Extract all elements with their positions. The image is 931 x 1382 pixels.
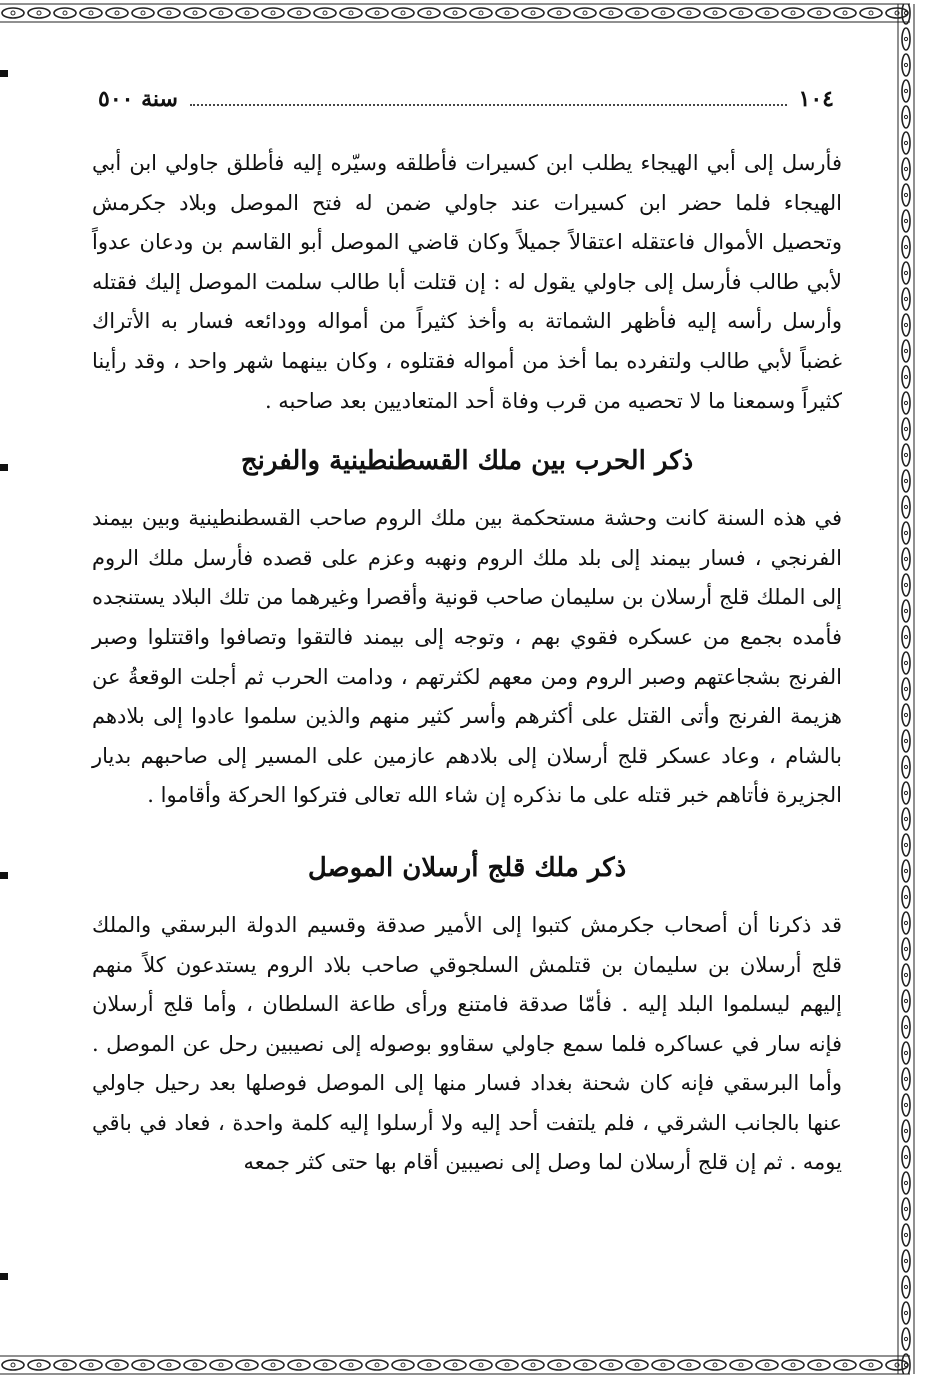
year-label: سنة ٥٠٠ — [98, 86, 178, 112]
binding-mark — [0, 872, 8, 879]
header-dotted-leader — [190, 92, 787, 106]
decorative-chain-border-bottom — [0, 1352, 931, 1378]
section-paragraph-qilij-arslan-mosul: قد ذكرنا أن أصحاب جكرمش كتبوا إلى الأمير صدقة وقسيم الدولة البرسقي والملك قلج أرسلان بن سليمان بن قتلمش السلجوقي صاحب بلاد الروم يستدعون كلاً منهم إليهم ليسلموا البلد إليه . فأمّا صدقة فامتنع ورأى طاعة السلطان ، وأما قلج أرسلان فإنه سار في عساكره فلما سمع جاولي سقاوو بوصوله إلى نصيبين رحل عن الموصل . وأما البرسقي فإنه كان شحنة بغداد فسار منها إلى الموصل فوصلها بعد رحيل جاولي عنها بالجانب الشرقي ، فلم يلتفت أحد إليه ولا أرسلوا إليه كلمة واحدة ، فعاد في باقي يومه . ثم إن قلج أرسلان لما وصل إلى نصيبين أقام بها حتى كثر جمعه — [92, 912, 842, 1175]
section-heading-byzantine-frankish-war: ذكر الحرب بين ملك القسطنطينية والفرنج — [240, 446, 694, 477]
page-number: ١٠٤ — [798, 86, 834, 112]
section-paragraph-byzantine-frankish-war: في هذه السنة كانت وحشة مستحكمة بين ملك الروم صاحب القسطنطينية وبين بيمند الفرنجي ، فسار بيمند إلى بلد ملك الروم ونهبه وعزم على قصده فأرسل ملك الروم إلى الملك قلج أرسلان بن سليمان صاحب قونية وأقصرا وغيرهما من تلك البلاد يستنجده فأمده بجمع من عسكره فقوي بهم ، وتوجه إلى بيمند فالتقوا وتصافوا واقتتلوا وصبر الفرنج بشجاعتهم وصبر الروم ومن معهم لكثرتهم ، ودامت الحرب ثم أجلت الوقعةُ عن هزيمة الفرنج وأتى القتل على أكثرهم وأسر كثير منهم والذين سلموا عادوا إلى بلادهم بالشام ، وعاد عسكر قلج أرسلان إلى بلادهم عازمين على المسير إلى صاحبهم بديار الجزيرة فأتاهم خبر قتله على ما نذكره إن شاء الله تعالى فتركوا الحركة وأقاموا . — [92, 506, 843, 808]
binding-mark — [0, 70, 8, 77]
running-header — [92, 86, 842, 126]
decorative-chain-border-right — [897, 0, 915, 1378]
binding-mark — [0, 464, 8, 471]
binding-mark — [0, 1273, 8, 1280]
section-heading-qilij-arslan-mosul: ذكر ملك قلج أرسلان الموصل — [307, 852, 627, 883]
intro-paragraph: فأرسل إلى أبي الهيجاء يطلب ابن كسيرات فأطلقه وسيّره إليه فأطلق جاولي ابن أبي الهيجاء فلما حضر ابن كسيرات عند جاولي ضمن له فتح الموصل وبلاد جكرمش وتحصيل الأموال فاعتقله اعتقالاً جميلاً وكان قاضي الموصل أبو القاسم بن ودعان عدواً لأبي طالب فأرسل إلى جاولي يقول له : إن قتلت أبا طالب سلمت الموصل إليك فقتله وأرسل رأسه إليه فأظهر الشماتة به وأخذ كثيراً من أمواله وودائعه فسار به الأتراك غضباً لأبي طالب ولتفرده بما أخذ من أمواله فقتلوه ، وكان بينهما شهر واحد ، وقد رأينا كثيراً وسمعنا ما لا تحصيه من قرب وفاة أحد المتعاديين بعد صاحبه . — [92, 151, 842, 413]
book-page — [92, 86, 842, 1183]
decorative-chain-border-top — [0, 0, 931, 26]
